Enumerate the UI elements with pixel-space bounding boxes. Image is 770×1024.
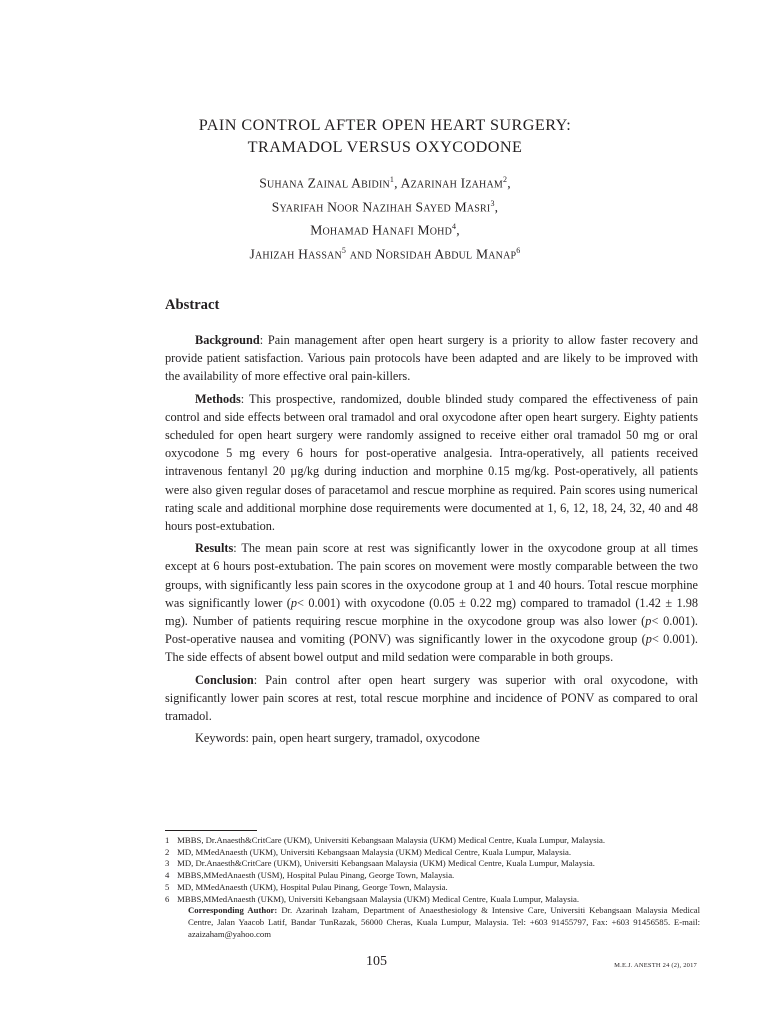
- title-line-1: PAIN CONTROL AFTER OPEN HEART SURGERY:: [198, 116, 572, 134]
- journal-reference: M.E.J. ANESTH 24 (2), 2017: [614, 962, 697, 969]
- author-4-affiliation: 4: [452, 222, 457, 232]
- p-value-symbol: p: [645, 632, 652, 647]
- footnote-text: MD, Dr.Anaesth&CritCare (UKM), Universiti Kebangsaan Malaysia (UKM) Medical Centre, Kuala Lumpur, Malaysia.: [177, 858, 595, 869]
- corresponding-author: [165, 905, 700, 940]
- conclusion-text: : Pain control after open heart surgery was superior with oral oxycodone, with significantly lower pain scores at rest, total rescue morphine and incidence of PONV as compared to oral tramadol.: [165, 672, 698, 724]
- footnote-text: MBBS,MMedAnaesth (UKM), Universiti Kebangsaan Malaysia (UKM) Medical Centre, Kuala Lumpur, Malaysia.: [177, 893, 580, 904]
- footnote-number: 3: [165, 858, 170, 869]
- footnote-text: MD, MMedAnaesth (UKM), Hospital Pulau Pinang, George Town, Malaysia.: [177, 881, 448, 892]
- author-5-affiliation: 5: [341, 245, 347, 255]
- author-line-2: Syarifah Noor Nazihah Sayed Masri$^3$,: [271, 198, 499, 215]
- author-1-affiliation: 1: [389, 175, 395, 184]
- page-number: 105: [366, 954, 387, 969]
- author-6: Norsidah Abdul Manap: [375, 246, 517, 262]
- footnote-text: MBBS,MMedAnaesth (USM), Hospital Pulau Pinang, George Town, Malaysia.: [177, 870, 455, 881]
- results-text-4: < 0.001). The side effects of absent bowel output and mild sedation were comparable in both groups.: [165, 632, 698, 665]
- footnote-item: [165, 894, 700, 906]
- methods-text: : This prospective, randomized, double blinded study compared the effectiveness of pain control and side effects between oral tramadol and oral oxycodone after open heart surgery. Eighty patients scheduled for open heart surgery were randomly assigned to receive either oral tramadol 50 mg or oral oxycodone 5 mg every 6 hours for post-operative analgesia. Intra-operatively, all patients received intravenous fentanyl 20 µg/kg during induction and morphine 0.15 mg/kg. Post-operatively, all patients were also given regular doses of paracetamol and rescue morphine as required. Pain scores using numerical rating scale and additional morphine dose requirements were documented at 1, 6, 12, 18, 24, 32, 40 and 48 hours post-extubation.: [165, 391, 698, 534]
- abstract-results: [165, 539, 698, 666]
- footnote-number: 5: [165, 881, 170, 892]
- footnote-item: [165, 870, 700, 882]
- author-conjunction: and: [349, 246, 372, 262]
- background-label: Background: [195, 333, 260, 347]
- footnote-item: [165, 858, 700, 870]
- p-value-symbol: p: [290, 595, 298, 610]
- footnote-text: MBBS, Dr.Anaesth&CritCare (UKM), Universiti Kebangsaan Malaysia (UKM) Medical Centre, Kuala Lumpur, Malaysia.: [177, 835, 606, 845]
- author-3: Syarifah Noor Nazihah Sayed Masri: [271, 199, 491, 215]
- author-2-affiliation: 2: [502, 175, 508, 184]
- author-1: Suhana Zainal Abidin: [259, 175, 390, 191]
- methods-label: Methods: [195, 391, 241, 406]
- author-2: Azarinah Izaham: [400, 175, 503, 191]
- author-line-3: Mohamad Hanafi Mohd$^4$,: [310, 222, 460, 238]
- p-value-symbol: p: [645, 614, 652, 629]
- footnote-item: [165, 847, 700, 859]
- footnote-divider: [165, 830, 257, 831]
- abstract-keywords: Keywords: pain, open heart surgery, tramadol, oxycodone: [195, 731, 480, 746]
- footnote-item: [165, 882, 700, 894]
- paper-title: [160, 114, 610, 158]
- results-text-2: < 0.001) with oxycodone (0.05 ± 0.22 mg) compared to tramadol (1.42 ± 1.98 mg). Number of patients requiring rescue morphine in the oxycodone group was also lower (: [165, 595, 698, 629]
- footnotes: [165, 835, 700, 940]
- author-3-affiliation: 3: [490, 198, 495, 208]
- footnote-number: 6: [165, 893, 170, 904]
- abstract-background: [165, 331, 698, 386]
- abstract-methods: [165, 390, 698, 536]
- author-5: Jahizah Hassan: [249, 246, 342, 262]
- footnote-number: 1: [165, 835, 170, 845]
- corresponding-label: Corresponding Author:: [188, 905, 278, 916]
- abstract-body: [165, 331, 698, 747]
- footnote-item: [165, 835, 700, 847]
- author-line-4: [160, 241, 610, 265]
- author-6-affiliation: 6: [516, 245, 521, 255]
- results-text-1: : The mean pain score at rest was significantly lower in the oxycodone group at all times except at 6 hours post-extubation. The pain scores on movement were mostly comparable between the two groups, with significantly less pain scores in the oxycodone group at 1 and 40 hours. Total rescue morphine was significantly lower (: [165, 541, 698, 610]
- author-line-1: Suhana Zainal Abidin$^1$, Azarinah Izaham$^2$,: [259, 175, 511, 191]
- conclusion-label: Conclusion: [195, 672, 254, 687]
- author-4: Mohamad Hanafi Mohd: [310, 222, 452, 238]
- corresponding-text: Dr. Azarinah Izaham, Department of Anaesthesiology & Intensive Care, Universiti Kebangsaan Malaysia Medical Centre, Jalan Yaacob Latif, Bandar TunRazak, 56000 Cheras, Kuala Lumpur, Malaysia. Tel: +603 91455797, Fax: +603 91456585. E-mail: azaizaham@yahoo.com: [188, 905, 700, 939]
- footnote-number: 2: [165, 846, 170, 857]
- title-line-2: TRAMADOL VERSUS OXYCODONE: [247, 138, 523, 156]
- abstract-heading: Abstract: [165, 297, 220, 313]
- results-label: Results: [195, 541, 234, 556]
- results-text-3: < 0.001). Post-operative nausea and vomiting (PONV) was significantly lower in the oxycodone group (: [165, 614, 698, 647]
- abstract-conclusion: [165, 671, 698, 726]
- footnote-text: MD, MMedAnaesth (UKM), Universiti Kebangsaan Malaysia (UKM) Medical Centre, Kuala Lumpur, Malaysia.: [177, 846, 572, 857]
- author-list: [160, 170, 610, 264]
- footnote-number: 4: [165, 870, 170, 881]
- background-text: : Pain management after open heart surgery is a priority to allow faster recovery and provide patient satisfaction. Various pain protocols have been adapted and are likely to be improved with the availability of more effective oral pain-killers.: [165, 333, 698, 384]
